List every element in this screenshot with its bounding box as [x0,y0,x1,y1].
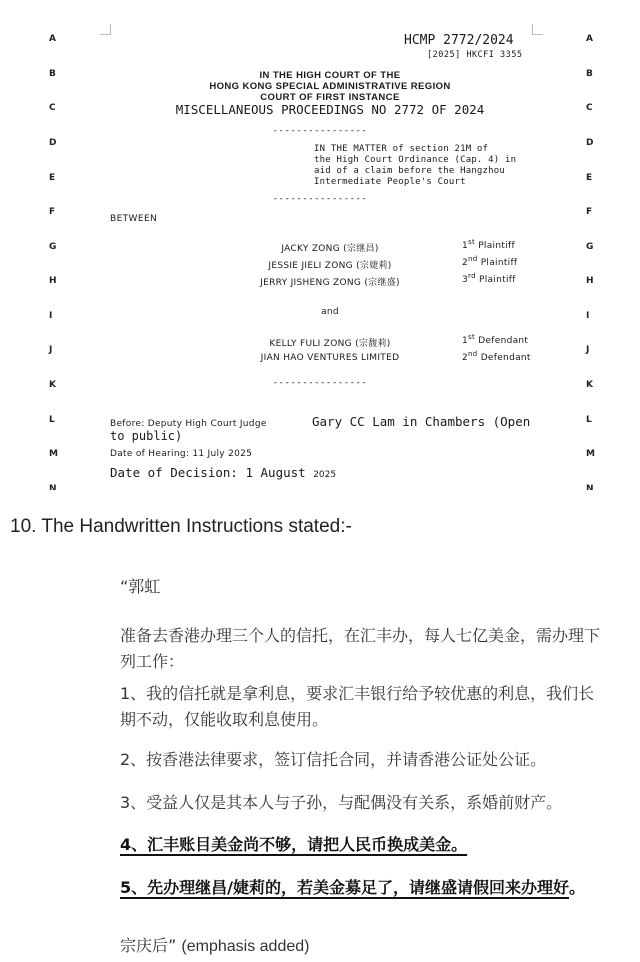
row-label-left: H [49,276,57,286]
plaintiff-role: 3rd Plaintiff [462,272,516,285]
citation: [2025] HKCFI 3355 [427,50,523,60]
defendant-role: 2nd Defendant [462,350,531,363]
intro-paragraph: 准备去香港办理三个人的信托，在汇丰办，每人七亿美金，需办理下列工作： [120,626,601,671]
row-label-right: C [586,103,593,113]
emphasis-note: (emphasis added) [181,938,310,955]
defendant-role: 1st Defendant [462,333,529,346]
instruction-item-2: 2、按香港法律要求，签订信托合同，并请香港公证处公证。 [120,750,547,769]
row-label-right: F [586,207,593,217]
handwritten-instructions-section [0,500,640,962]
row-label-right: L [586,415,592,425]
matter-line: aid of a claim before the Hangzhou [314,166,506,176]
row-label-left: C [49,103,56,113]
row-label-right: B [586,69,593,79]
emphasized-text: 4、汇丰账目美金尚不够，请把人民币换成美金。 [120,835,468,854]
row-label-right: K [586,380,593,390]
emphasized-text: 5、先办理继昌/婕莉的，若美金募足了，请继盛请假回来办理好 [120,878,569,897]
court-line: COURT OF FIRST INSTANCE [260,92,400,103]
row-label-left: E [49,173,56,183]
matter-line: IN THE MATTER of section 21M of [314,144,489,154]
row-label-left: J [49,345,53,355]
case-number: HCMP 2772/2024 [404,33,514,48]
hearing-date: Date of Hearing: 11 July 2025 [110,449,253,459]
row-label-right: A [586,34,593,44]
row-label-right: G [586,242,594,252]
decision-date: Date of Decision: 1 August 2025 [110,465,337,480]
row-label-left: D [49,138,57,148]
row-label-left: G [49,242,57,252]
row-label-right: E [586,173,593,183]
judge-name-continued: to public) [110,429,183,443]
row-label-left: B [49,69,56,79]
signature: 宗庆后” [120,936,177,955]
separator-line: ---------------- [272,126,368,136]
row-label-right: I [586,311,590,321]
judge-name: Gary CC Lam in Chambers (Open [312,414,531,429]
and-label: and [321,307,339,317]
section-heading: 10. The Handwritten Instructions stated:- [10,516,352,537]
page-corner-mark [532,24,543,35]
row-label-left: F [49,207,56,217]
plaintiff-name: JACKY ZONG (宗继昌) [281,244,379,254]
row-label-right: J [586,345,590,355]
row-label-left: N [49,484,57,490]
matter-line: Intermediate People's Court [314,177,466,187]
instruction-item-3: 3、受益人仅是其本人与子孙，与配偶没有关系，系婚前财产。 [120,793,563,812]
row-label-left: L [49,415,55,425]
court-line: HONG KONG SPECIAL ADMINISTRATIVE REGION [209,81,451,92]
defendant-name: JIAN HAO VENTURES LIMITED [260,353,400,363]
defendant-name: KELLY FULI ZONG (宗馥莉) [269,339,391,349]
matter-line: the High Court Ordinance (Cap. 4) in [314,155,517,165]
plaintiff-role: 1st Plaintiff [462,238,515,251]
plaintiff-role: 2nd Plaintiff [462,255,518,268]
proceedings-title: MISCELLANEOUS PROCEEDINGS NO 2772 OF 2024 [175,102,485,117]
instruction-item-1: 1、我的信托就是拿利息，要求汇丰银行给予较优惠的利息，我们长期不动，仅能收取利息使用。 [120,684,595,729]
salutation: “郭虹 [120,577,161,596]
plaintiff-name: JERRY JISHENG ZONG (宗继盛) [260,278,400,288]
instruction-item-4 [120,832,610,858]
page-corner-mark [100,24,111,35]
row-label-left: M [49,449,58,459]
between-label: BETWEEN [110,214,158,224]
row-label-right: D [586,138,594,148]
row-label-right: N [586,484,594,490]
row-label-right: M [586,449,595,459]
signature-line [120,933,610,960]
plaintiff-name: JESSIE JIELI ZONG (宗婕莉) [268,261,392,271]
separator-line: ---------------- [272,378,368,388]
court-line: IN THE HIGH COURT OF THE [259,70,401,81]
before-label: Before: Deputy High Court Judge [110,419,267,429]
row-label-left: K [49,380,56,390]
row-label-left: I [49,311,53,321]
separator-line: ---------------- [272,194,368,204]
row-label-right: H [586,276,594,286]
row-label-left: A [49,34,56,44]
instruction-item-5: 5、先办理继昌/婕莉的，若美金募足了，请继盛请假回来办理好。 [120,878,585,897]
